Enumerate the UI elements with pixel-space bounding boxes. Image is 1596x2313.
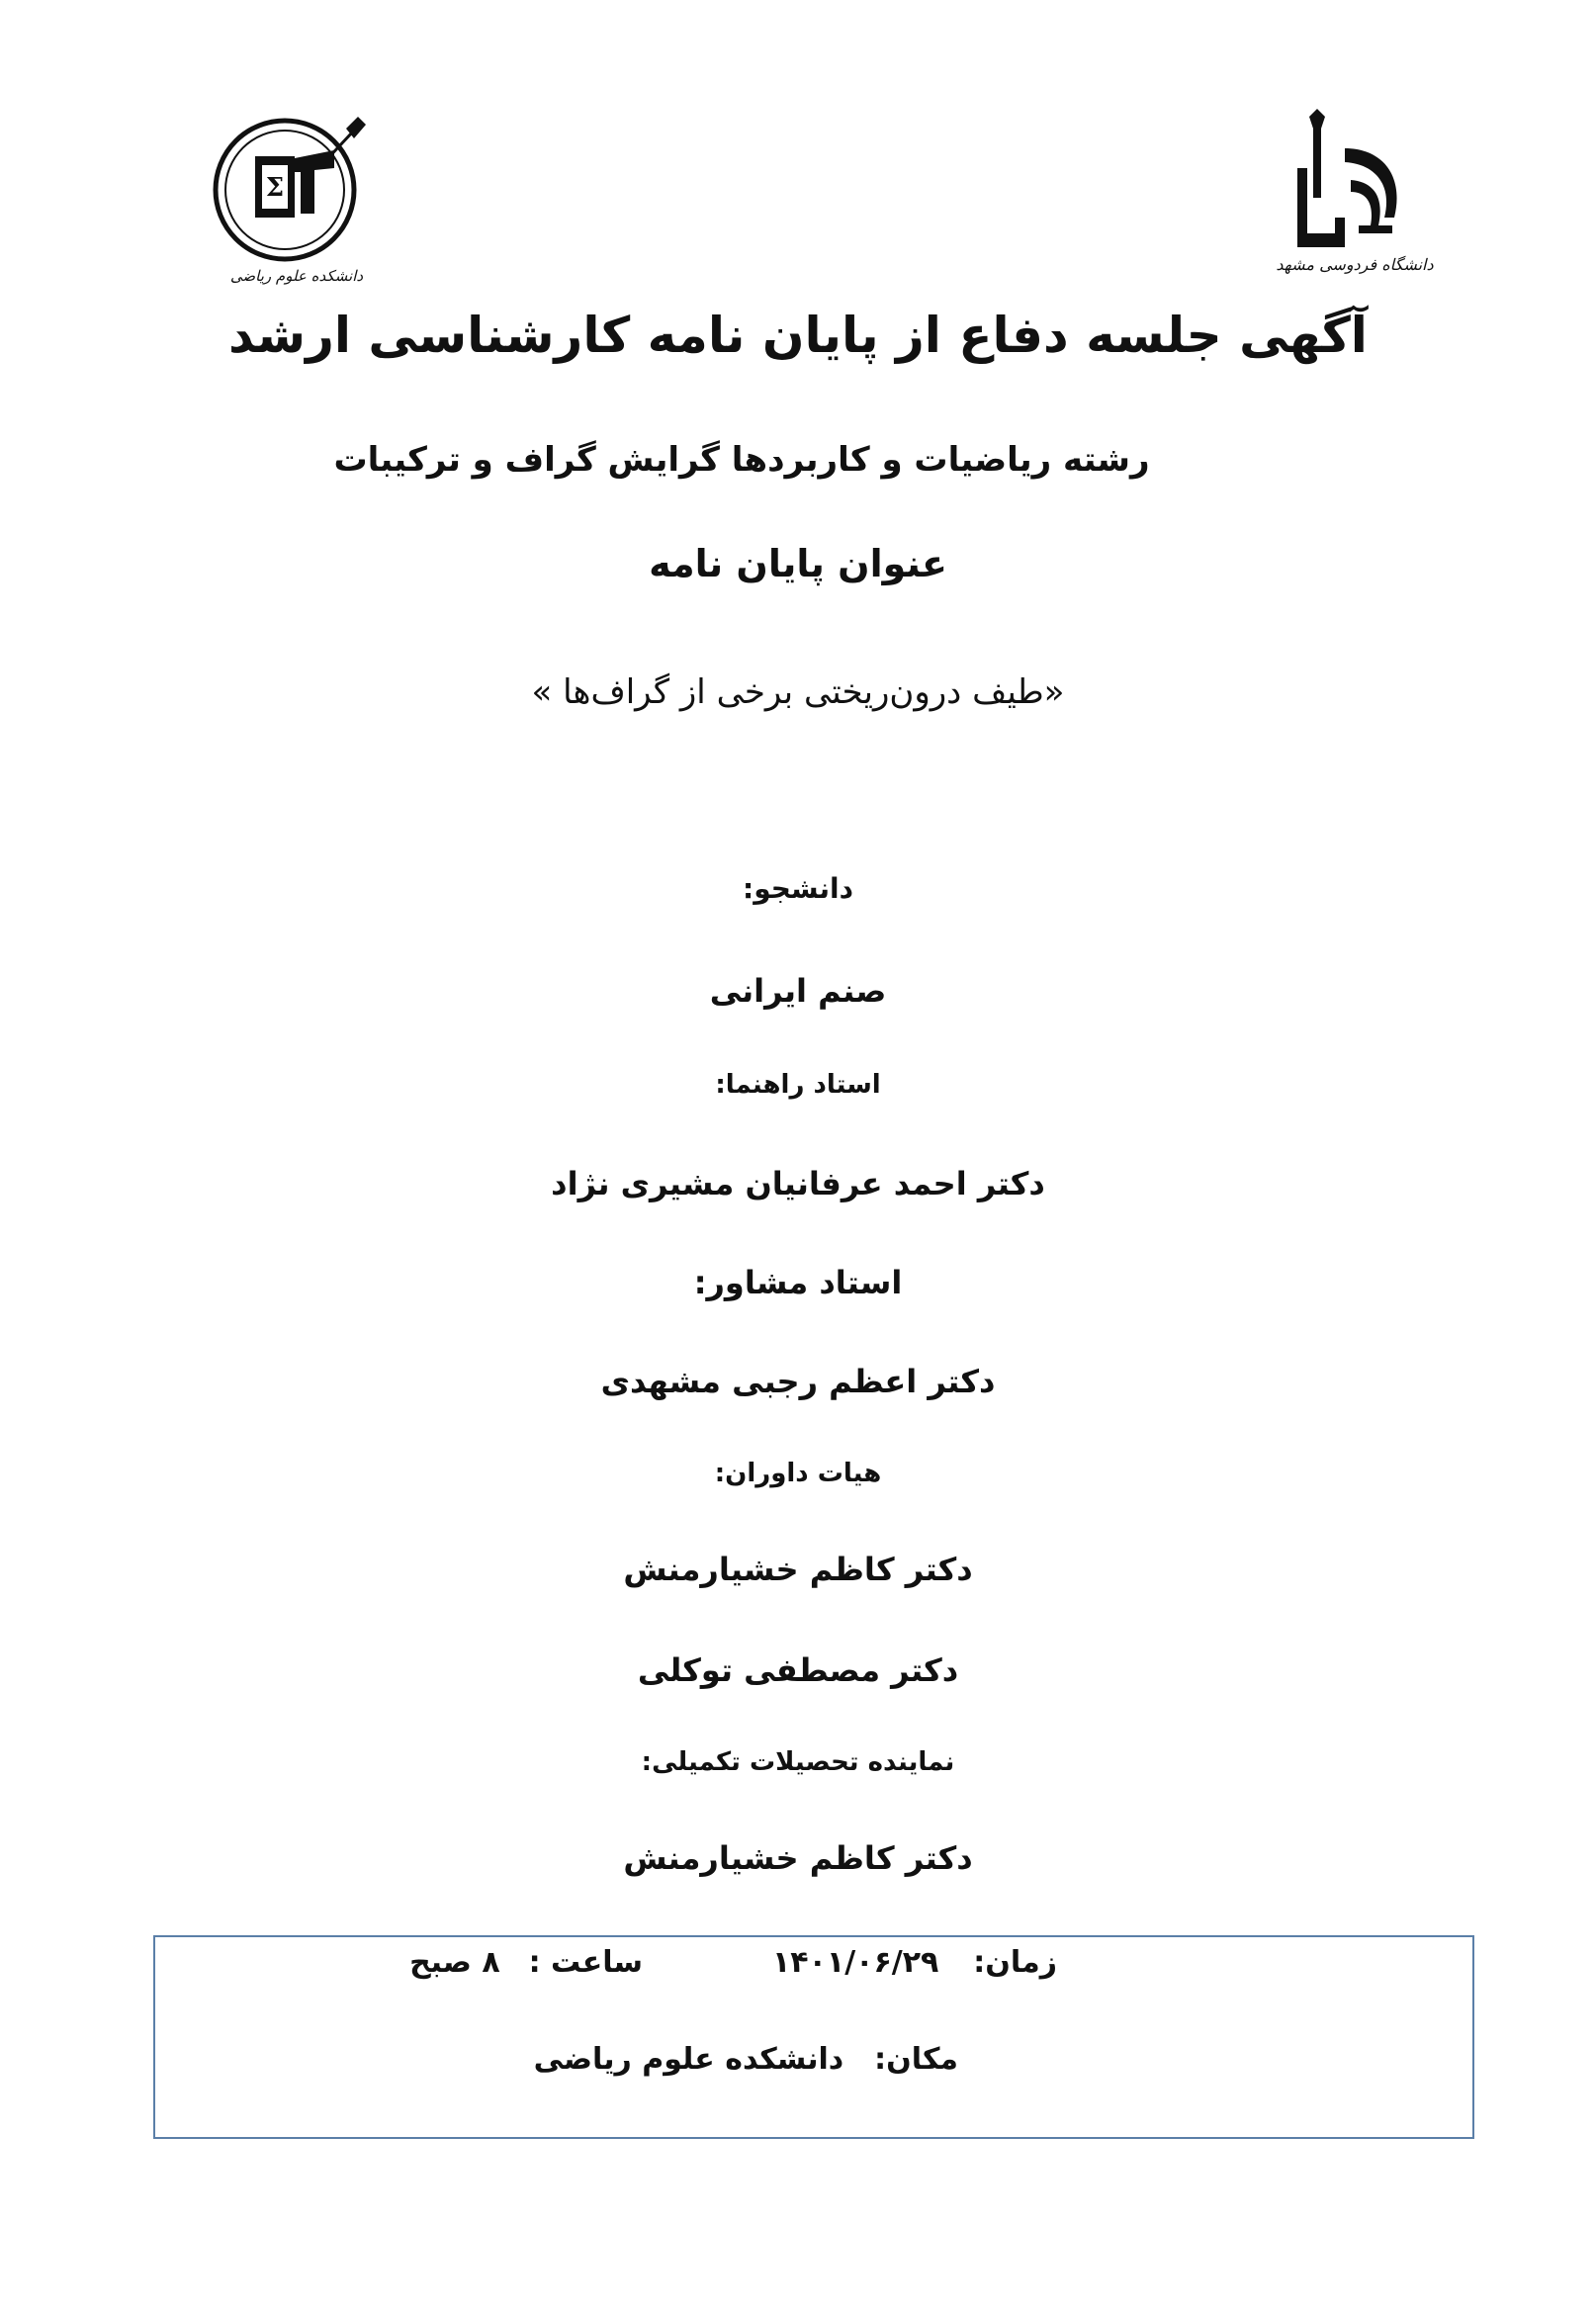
grad-rep-label: نماینده تحصیلات تکمیلی: — [641, 1747, 955, 1777]
schedule-row — [409, 1945, 1057, 1980]
advisor-label: استاد مشاور: — [693, 1264, 903, 1301]
place-value: دانشکده علوم ریاضی — [533, 2042, 844, 2077]
thesis-title: «طیف درون‌ریختی برخی از گراف‌ها » — [531, 672, 1065, 712]
faculty-logo-caption: دانشکده علوم ریاضی — [229, 267, 364, 285]
jury-member-1: دکتر کاظم خشیارمنش — [623, 1551, 973, 1588]
supervisor-label: استاد راهنما: — [715, 1070, 881, 1100]
page-title: آگهی جلسه دفاع از پایان نامه کارشناسی ارشد — [228, 307, 1368, 364]
grad-rep-name: دکتر کاظم خشیارمنش — [623, 1839, 973, 1877]
time-label: ساعت : — [528, 1945, 644, 1980]
student-label: دانشجو: — [743, 872, 853, 905]
supervisor-name: دکتر احمد عرفانیان مشیری نژاد — [551, 1165, 1045, 1202]
date-value: ۱۴۰۱/۰۶/۲۹ — [771, 1945, 939, 1980]
university-logo-caption: دانشگاه فردوسی مشهد — [1276, 255, 1434, 274]
time-value: ۸ صبح — [409, 1945, 500, 1980]
date-label: زمان: — [973, 1945, 1057, 1980]
svg-text:Σ: Σ — [265, 173, 285, 203]
jury-member-2: دکتر مصطفی توکلی — [637, 1651, 959, 1689]
place-row — [534, 2042, 958, 2077]
faculty-logo — [198, 99, 386, 297]
thesis-heading: عنوان پایان نامه — [649, 542, 947, 585]
field-of-study: رشته ریاضیات و کاربردها گرایش گراف و ترکیبات — [333, 440, 1150, 480]
student-name: صنم ایرانی — [709, 972, 887, 1010]
advisor-name: دکتر اعظم رجبی مشهدی — [600, 1363, 996, 1400]
schedule-box — [153, 1935, 1474, 2139]
university-logo — [1276, 109, 1434, 287]
jury-label: هیات داوران: — [714, 1459, 882, 1488]
place-label: مکان: — [874, 2042, 958, 2077]
